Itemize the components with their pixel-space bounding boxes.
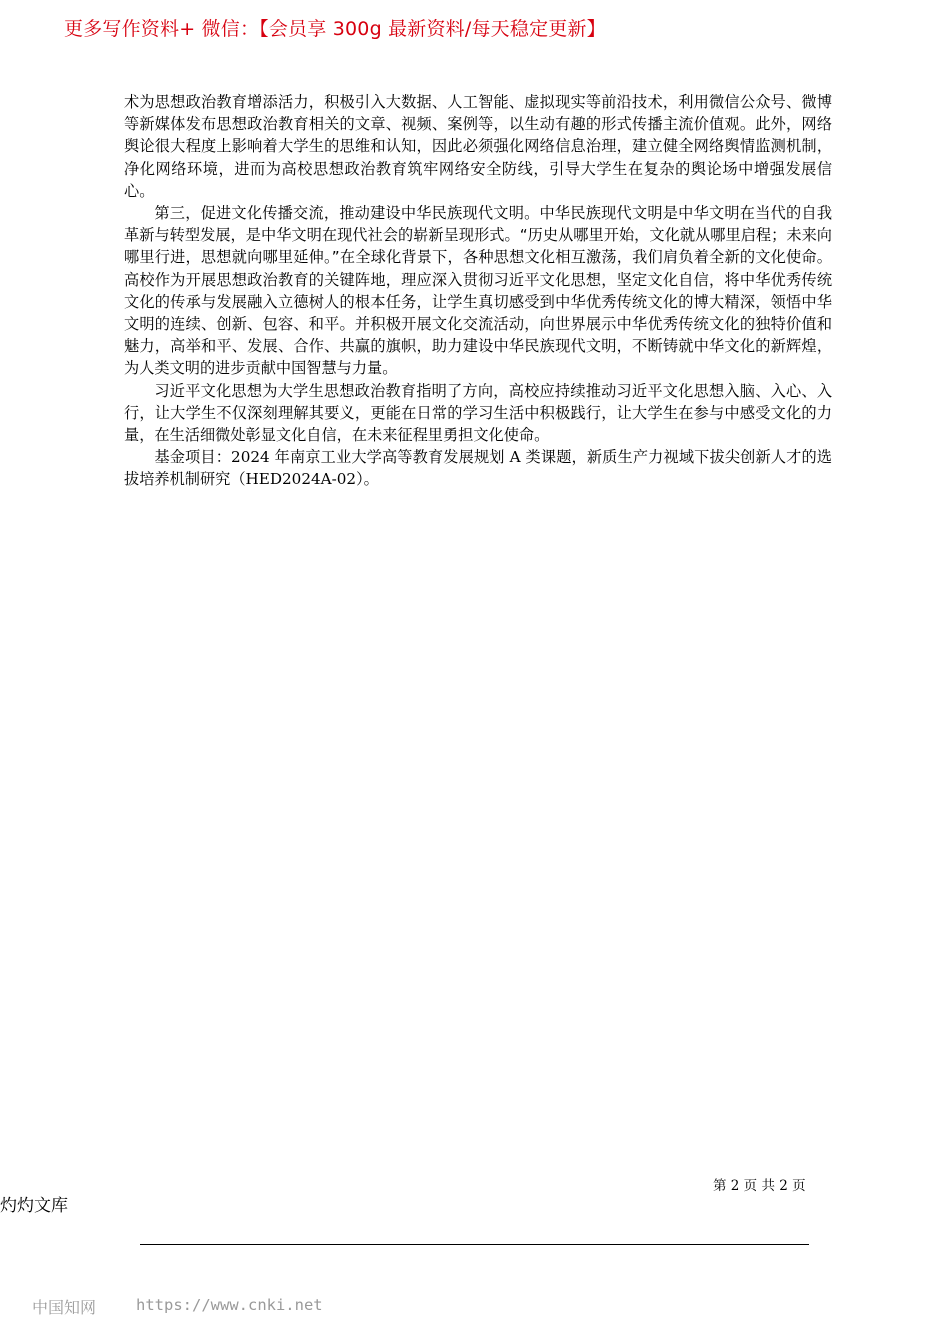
- paragraph-third-point: 第三，促进文化传播交流，推动建设中华民族现代文明。中华民族现代文明是中华文明在当代的自我革新与转型发展，是中华文明在现代社会的崭新呈现形式。“历史从哪里开始，文化就从哪里启程；未来向哪里行进，思想就向哪里延伸。”在全球化背景下，各种思想文化相互激荡，我们肩负着全新的文化使命。高校作为开展思想政治教育的关键阵地，理应深入贯彻习近平文化思想，坚定文化自信，将中华优秀传统文化的传承与发展融入立德树人的根本任务，让学生真切感受到中华优秀传统文化的博大精深，领悟中华文明的连续、创新、包容、和平。并积极开展文化交流活动，向世界展示中华优秀传统文化的独特价值和魅力，高举和平、发展、合作、共赢的旗帜，助力建设中华民族现代文明，不断铸就中华文化的新辉煌，为人类文明的进步贡献中国智慧与力量。: [124, 204, 832, 378]
- funding-note: 基金项目：2024 年南京工业大学高等教育发展规划 A 类课题，新质生产力视域下拔尖创新人才的选拔培养机制研究（HED2024A-02）。: [124, 448, 832, 489]
- paragraph-conclusion: 习近平文化思想为大学生思想政治教育指明了方向，高校应持续推动习近平文化思想入脑、入心、入行，让大学生不仅深刻理解其要义，更能在日常的学习生活中积极践行，让大学生在参与中感受文化的力量，在生活细微处彰显文化自信，在未来征程里勇担文化使命。: [124, 381, 832, 445]
- cnki-watermark-url: https://www.cnki.net: [136, 1296, 323, 1314]
- library-name: 灼灼文库: [0, 1196, 68, 1216]
- cnki-watermark-name: 中国知网: [32, 1298, 97, 1317]
- article-body: [124, 91, 832, 491]
- paragraph-continued: 术为思想政治教育增添活力，积极引入大数据、人工智能、虚拟现实等前沿技术，利用微信公众号、微博等新媒体发布思想政治教育相关的文章、视频、案例等，以生动有趣的形式传播主流价值观。此外，网络舆论很大程度上影响着大学生的思维和认知，因此必须强化网络信息治理，建立健全网络舆情监测机制，净化网络环境，进而为高校思想政治教育筑牢网络安全防线，引导大学生在复杂的舆论场中增强发展信心。: [124, 93, 832, 200]
- footer-divider: [140, 1244, 809, 1245]
- promo-banner: 更多写作资料+ 微信：【会员享 300g 最新资料/每天稳定更新】: [64, 18, 606, 40]
- page-number: 第 2 页 共 2 页: [713, 1178, 806, 1194]
